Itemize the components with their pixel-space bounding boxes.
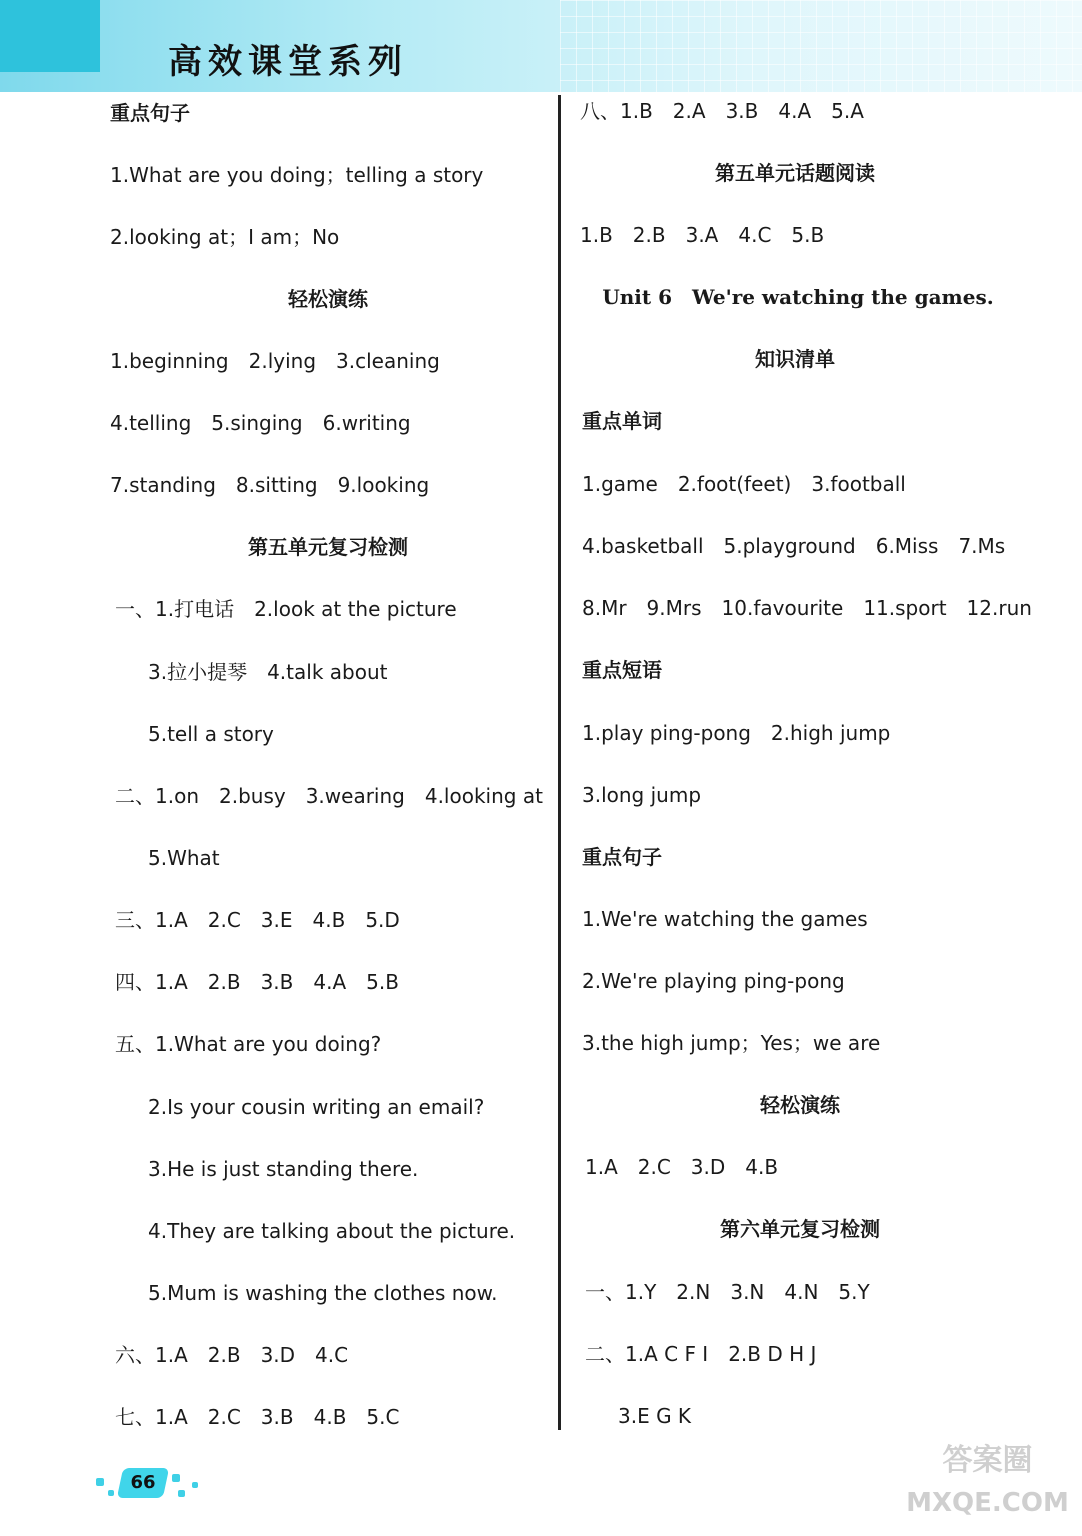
- answer-line: 1.beginning 2.lying 3.cleaning: [110, 349, 440, 373]
- decorative-dot: [178, 1490, 185, 1497]
- section-heading: 第五单元复习检测: [248, 535, 408, 559]
- section-heading: 重点句子: [582, 845, 662, 869]
- watermark: [900, 1440, 1075, 1530]
- answer-line: 七、1.A 2.C 3.B 4.B 5.C: [115, 1405, 400, 1429]
- answer-line: 2.looking at；I am；No: [110, 225, 340, 249]
- section-heading: 重点句子: [110, 101, 190, 125]
- unit-title: Unit 6 We're watching the games.: [602, 285, 994, 309]
- header-grid-pattern: [560, 0, 1082, 92]
- section-heading: 第五单元话题阅读: [715, 161, 875, 185]
- answer-line: 一、1.Y 2.N 3.N 4.N 5.Y: [585, 1280, 870, 1304]
- answer-line: 1.A 2.C 3.D 4.B: [585, 1155, 779, 1179]
- section-heading: 重点单词: [582, 409, 662, 433]
- answer-line: 五、1.What are you doing?: [115, 1032, 382, 1056]
- page-number-badge: [117, 1468, 169, 1498]
- section-heading: 轻松演练: [288, 287, 368, 311]
- series-title: 高效课堂系列: [168, 42, 408, 82]
- answer-line: 3.the high jump；Yes；we are: [582, 1031, 881, 1055]
- answer-line: 5.Mum is washing the clothes now.: [148, 1281, 498, 1305]
- watermark-url: MXQE.COM: [906, 1488, 1069, 1518]
- decorative-dot: [96, 1478, 104, 1486]
- page-header: [0, 0, 1082, 92]
- decorative-dot: [172, 1474, 180, 1482]
- section-heading: 重点短语: [582, 658, 662, 682]
- header-tab-block: [0, 0, 100, 72]
- answer-line: 2.Is your cousin writing an email?: [148, 1095, 485, 1119]
- answer-line: 3.long jump: [582, 783, 702, 807]
- section-heading: 第六单元复习检测: [720, 1217, 880, 1241]
- section-heading: 轻松演练: [760, 1093, 840, 1117]
- answer-line: 4.They are talking about the picture.: [148, 1219, 516, 1243]
- answer-line: 四、1.A 2.B 3.B 4.A 5.B: [115, 970, 399, 994]
- answer-line: 8.Mr 9.Mrs 10.favourite 11.sport 12.run: [582, 596, 1032, 620]
- answer-line: 一、1.打电话 2.look at the picture: [115, 597, 457, 621]
- answer-line: 1.game 2.foot(feet) 3.football: [582, 472, 906, 496]
- answer-line: 1.What are you doing；telling a story: [110, 163, 484, 187]
- section-heading: 知识清单: [755, 347, 835, 371]
- page-number: 66: [130, 1472, 156, 1493]
- answer-line: 3.拉小提琴 4.talk about: [148, 660, 388, 684]
- answer-line: 二、1.on 2.busy 3.wearing 4.looking at: [115, 784, 543, 808]
- decorative-dot: [108, 1490, 114, 1496]
- answer-line: 1.We're watching the games: [582, 907, 868, 931]
- answer-line: 3.He is just standing there.: [148, 1157, 419, 1181]
- answer-line: 7.standing 8.sitting 9.looking: [110, 473, 430, 497]
- watermark-logo-text: 答案圈: [942, 1443, 1033, 1478]
- answer-line: 三、1.A 2.C 3.E 4.B 5.D: [115, 908, 400, 932]
- answer-line: 1.B 2.B 3.A 4.C 5.B: [580, 223, 825, 247]
- answer-line: 5.tell a story: [148, 722, 274, 746]
- answer-line: 5.What: [148, 846, 220, 870]
- answer-line: 3.E G K: [618, 1404, 692, 1428]
- answer-line: 2.We're playing ping-pong: [582, 969, 845, 993]
- answer-line: 4.basketball 5.playground 6.Miss 7.Ms: [582, 534, 1006, 558]
- column-divider: [558, 95, 561, 1430]
- answer-line: 六、1.A 2.B 3.D 4.C: [115, 1343, 349, 1367]
- answer-line: 二、1.A C F I 2.B D H J: [585, 1342, 817, 1366]
- answer-line: 八、1.B 2.A 3.B 4.A 5.A: [580, 99, 864, 123]
- answer-line: 4.telling 5.singing 6.writing: [110, 411, 411, 435]
- decorative-dot: [192, 1482, 198, 1488]
- answer-line: 1.play ping-pong 2.high jump: [582, 721, 891, 745]
